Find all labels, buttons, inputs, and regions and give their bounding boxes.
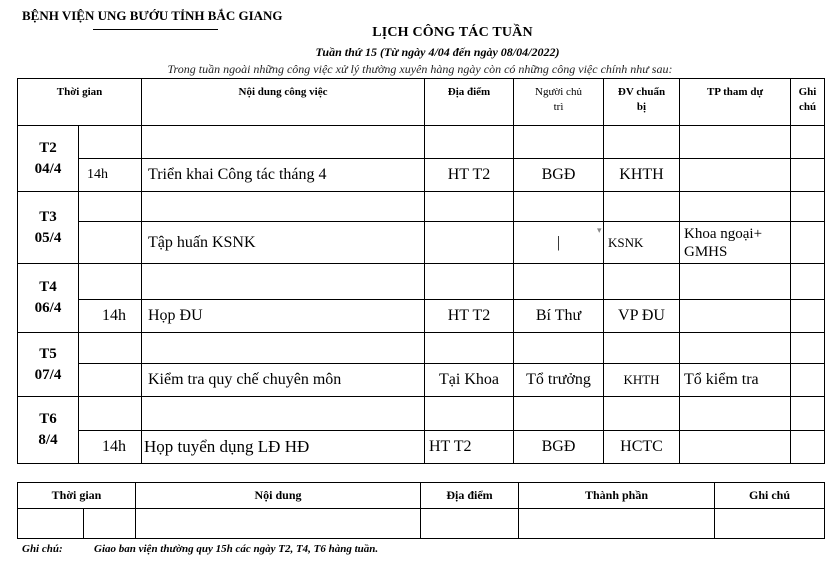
day-label: T6	[39, 411, 57, 427]
col-header-chair	[514, 79, 604, 126]
table-row	[18, 264, 825, 300]
empty-cell	[79, 264, 142, 300]
empty-cell	[514, 192, 604, 222]
dropdown-marker-icon: ▾	[597, 225, 602, 235]
schedule-title	[0, 25, 835, 41]
footnote	[22, 543, 378, 555]
empty-cell	[680, 192, 791, 222]
col-header-note-text: Ghi chú	[798, 86, 817, 113]
empty-cell	[425, 264, 514, 300]
empty-cell	[421, 509, 519, 539]
time-cell: 14h	[79, 431, 142, 464]
note-cell	[791, 300, 825, 333]
table-row	[18, 431, 825, 464]
day-cell	[18, 397, 79, 464]
day-cell	[18, 126, 79, 192]
prepare-cell: KHTH	[604, 364, 680, 397]
empty-cell	[79, 126, 142, 159]
empty-cell	[142, 264, 425, 300]
empty-cell	[680, 126, 791, 159]
col-header-content: Nội dung công việc	[142, 79, 425, 126]
day-label: T4	[39, 279, 57, 295]
day-label: T5	[39, 345, 57, 362]
location-cell: HT T2	[425, 431, 514, 464]
empty-cell	[791, 397, 825, 431]
empty-cell	[680, 264, 791, 300]
week-subtitle	[0, 45, 835, 60]
extra-schedule-table	[17, 482, 825, 539]
footnote-text: Giao ban viện thường quy 15h các ngày T2, T4, T6 hàng tuần.	[94, 543, 379, 555]
empty-cell	[715, 509, 825, 539]
col-header-note: Ghi chú	[715, 483, 825, 509]
empty-cell	[136, 509, 421, 539]
day-cell	[18, 333, 79, 397]
day-cell	[18, 192, 79, 264]
col-header-chair-text: Người chủ trì	[535, 86, 582, 113]
col-header-location: Địa điểm	[425, 79, 514, 126]
empty-cell	[791, 264, 825, 300]
col-header-time: Thời gian	[18, 483, 136, 509]
date-label: 8/4	[38, 432, 58, 448]
col-header-time: Thời gian	[18, 79, 142, 126]
content-cell: Kiểm tra quy chế chuyên môn	[142, 364, 425, 397]
table-row	[18, 300, 825, 333]
empty-cell	[604, 126, 680, 159]
header-row	[18, 483, 825, 509]
empty-cell	[604, 333, 680, 364]
chair-cell: BGĐ	[514, 431, 604, 464]
attendees-cell: Khoa ngoại+ GMHS	[680, 222, 791, 264]
attendees-cell	[680, 300, 791, 333]
intro-text-content: Trong tuần ngoài những công việc xử lý thường xuyên hàng ngày còn có những công việc chính như sau:	[167, 62, 673, 76]
table-row	[18, 222, 825, 264]
table-row	[18, 126, 825, 159]
table-row	[18, 192, 825, 222]
day-label: T3	[39, 208, 57, 225]
empty-cell	[79, 192, 142, 222]
schedule-table	[17, 78, 825, 464]
date-label: 05/4	[34, 229, 62, 246]
empty-cell	[680, 397, 791, 431]
date-label: 07/4	[34, 366, 62, 383]
col-header-attendees: TP tham dự	[680, 79, 791, 126]
note-cell	[791, 222, 825, 264]
location-cell: Tại Khoa	[425, 364, 514, 397]
content-cell: Họp ĐU	[142, 300, 425, 333]
prepare-cell: KSNK	[604, 222, 680, 264]
location-cell: HT T2	[425, 300, 514, 333]
prepare-cell: VP ĐU	[604, 300, 680, 333]
empty-cell	[425, 333, 514, 364]
empty-cell	[425, 397, 514, 431]
empty-cell	[519, 509, 715, 539]
date-label: 04/4	[34, 160, 62, 177]
empty-cell	[604, 397, 680, 431]
empty-cell	[142, 333, 425, 364]
col-header-location: Địa điểm	[421, 483, 519, 509]
date-label: 06/4	[34, 300, 62, 316]
empty-cell	[680, 333, 791, 364]
day-cell	[18, 264, 79, 333]
empty-cell	[791, 126, 825, 159]
col-header-members: Thành phần	[519, 483, 715, 509]
location-cell	[425, 222, 514, 264]
table-row	[18, 397, 825, 431]
empty-cell	[84, 509, 136, 539]
location-cell: HT T2	[425, 159, 514, 192]
time-cell: 14h	[79, 300, 142, 333]
empty-cell	[791, 333, 825, 364]
col-header-prepare	[604, 79, 680, 126]
empty-cell	[791, 192, 825, 222]
content-cell: Họp tuyển dụng LĐ HĐ	[142, 431, 425, 464]
prepare-cell: KHTH	[604, 159, 680, 192]
time-cell: 14h	[79, 159, 142, 192]
empty-cell	[514, 333, 604, 364]
table-row	[18, 159, 825, 192]
attendees-cell	[680, 431, 791, 464]
empty-cell	[604, 264, 680, 300]
week-subtitle-text: Tuần thứ 15 (Từ ngày 4/04 đến ngày 08/04/2022)	[315, 45, 560, 59]
empty-cell	[142, 397, 425, 431]
table-row	[18, 509, 825, 539]
chair-cell: BGĐ	[514, 159, 604, 192]
day-label: T2	[39, 139, 57, 156]
empty-cell	[79, 397, 142, 431]
note-cell	[791, 431, 825, 464]
chair-cell: Bí Thư	[514, 300, 604, 333]
chair-cell: |	[514, 222, 604, 264]
attendees-cell	[680, 159, 791, 192]
col-header-note	[791, 79, 825, 126]
col-header-prepare-text: ĐV chuẩn bị	[617, 86, 666, 113]
empty-cell	[425, 192, 514, 222]
empty-cell	[142, 192, 425, 222]
table-row	[18, 333, 825, 364]
empty-cell	[514, 126, 604, 159]
prepare-cell: HCTC	[604, 431, 680, 464]
time-cell	[79, 364, 142, 397]
empty-cell	[514, 264, 604, 300]
note-cell	[791, 364, 825, 397]
table-row	[18, 364, 825, 397]
time-cell	[79, 222, 142, 264]
content-cell: Triển khai Công tác tháng 4	[142, 159, 425, 192]
empty-cell	[142, 126, 425, 159]
content-cell: Tập huấn KSNK	[142, 222, 425, 264]
note-cell	[791, 159, 825, 192]
hospital-name: BỆNH VIỆN UNG BƯỚU TỈNH BẮC GIANG	[22, 8, 283, 23]
col-header-content: Nội dung	[136, 483, 421, 509]
footnote-label: Ghi chú:	[22, 543, 63, 555]
empty-cell	[18, 509, 84, 539]
attendees-cell: Tổ kiểm tra	[680, 364, 791, 397]
empty-cell	[425, 126, 514, 159]
intro-text	[0, 62, 835, 77]
empty-cell	[604, 192, 680, 222]
empty-cell	[79, 333, 142, 364]
schedule-title-text: LỊCH CÔNG TÁC TUẦN	[372, 25, 533, 40]
chair-cell: Tổ trưởng	[514, 364, 604, 397]
empty-cell	[514, 397, 604, 431]
header-row	[18, 79, 825, 126]
